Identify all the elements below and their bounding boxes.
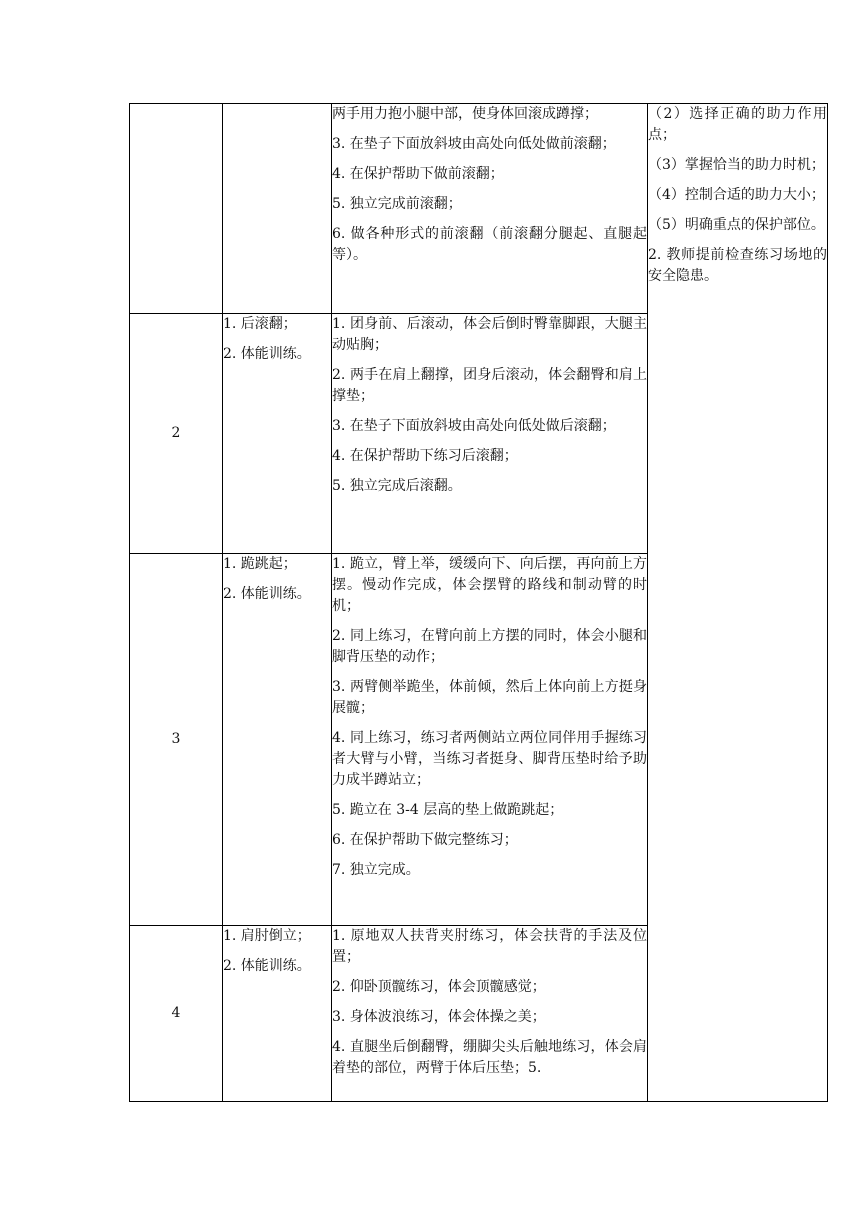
lesson-number-cell bbox=[130, 104, 223, 314]
note-item: （2）选择正确的助力作用点； bbox=[648, 106, 827, 143]
content-cell bbox=[223, 554, 332, 926]
method-item: 2. 仰卧顶髋练习，体会顶髋感觉； bbox=[332, 979, 546, 995]
methods-cell bbox=[332, 314, 648, 554]
methods-cell bbox=[332, 554, 648, 926]
content-item: 2. 体能训练。 bbox=[223, 586, 311, 602]
content-item: 1. 肩肘倒立； bbox=[223, 928, 311, 944]
note-item: （4）控制合适的助力大小； bbox=[648, 187, 825, 203]
note-item: （5）明确重点的保护部位。 bbox=[648, 217, 825, 233]
method-item: 4. 在保护帮助下练习后滚翻； bbox=[332, 448, 518, 464]
lesson-number-cell: 3 bbox=[130, 554, 223, 926]
methods-cell bbox=[332, 104, 648, 314]
method-item: 5. 跪立在 3-4 层高的垫上做跪跳起； bbox=[332, 802, 564, 818]
method-item: 3. 身体波浪练习，体会体操之美； bbox=[332, 1009, 546, 1025]
method-item: 3. 两臂侧举跪坐，体前倾，然后上体向前上方挺身展髋； bbox=[332, 679, 647, 716]
lesson-number-cell: 4 bbox=[130, 926, 223, 1102]
method-item: 1. 原地双人扶背夹肘练习，体会扶背的手法及位置； bbox=[332, 928, 647, 965]
content-item: 2. 体能训练。 bbox=[223, 346, 311, 362]
content-item: 1. 跪跳起； bbox=[223, 556, 297, 572]
table-row bbox=[130, 104, 828, 314]
method-item: 7. 独立完成。 bbox=[332, 862, 420, 878]
method-item: 4. 在保护帮助下做前滚翻； bbox=[332, 166, 504, 182]
method-item: 3. 在垫子下面放斜坡由高处向低处做前滚翻； bbox=[332, 136, 616, 152]
method-item: 2. 两手在肩上翻撑，团身后滚动，体会翻臀和肩上撑垫； bbox=[332, 367, 647, 404]
lesson-number-cell: 2 bbox=[130, 314, 223, 554]
safety-notes-cell bbox=[648, 104, 828, 1102]
method-item: 6. 在保护帮助下做完整练习； bbox=[332, 832, 518, 848]
method-item: 3. 在垫子下面放斜坡由高处向低处做后滚翻； bbox=[332, 418, 616, 434]
content-cell bbox=[223, 104, 332, 314]
method-item: 2. 同上练习，在臂向前上方摆的同时，体会小腿和脚背压垫的动作； bbox=[332, 628, 647, 665]
method-item: 1. 跪立，臂上举，缓缓向下、向后摆，再向前上方摆。慢动作完成，体会摆臂的路线和制动臂的时机； bbox=[332, 556, 647, 614]
lesson-plan-table bbox=[129, 103, 828, 1102]
content-item: 1. 后滚翻； bbox=[223, 316, 297, 332]
note-item: 2. 教师提前检查练习场地的安全隐患。 bbox=[648, 247, 827, 284]
method-item: 4. 直腿坐后倒翻臀，绷脚尖头后触地练习，体会肩着垫的部位，两臂于体后压垫；5. bbox=[332, 1039, 647, 1076]
content-cell bbox=[223, 926, 332, 1102]
note-item: （3）掌握恰当的助力时机； bbox=[648, 157, 825, 173]
method-item: 1. 团身前、后滚动，体会后倒时臀靠脚跟，大腿主动贴胸； bbox=[332, 316, 647, 353]
method-item: 5. 独立完成前滚翻； bbox=[332, 196, 462, 212]
method-item: 两手用力抱小腿中部，使身体回滚成蹲撑； bbox=[332, 106, 598, 122]
content-cell bbox=[223, 314, 332, 554]
content-item: 2. 体能训练。 bbox=[223, 958, 311, 974]
method-item: 4. 同上练习，练习者两侧站立两位同伴用手握练习者大臂与小臂，当练习者挺身、脚背压垫时给予助力成半蹲站立； bbox=[332, 730, 647, 788]
methods-cell bbox=[332, 926, 648, 1102]
method-item: 5. 独立完成后滚翻。 bbox=[332, 478, 462, 494]
method-item: 6. 做各种形式的前滚翻（前滚翻分腿起、直腿起等）。 bbox=[332, 226, 647, 263]
